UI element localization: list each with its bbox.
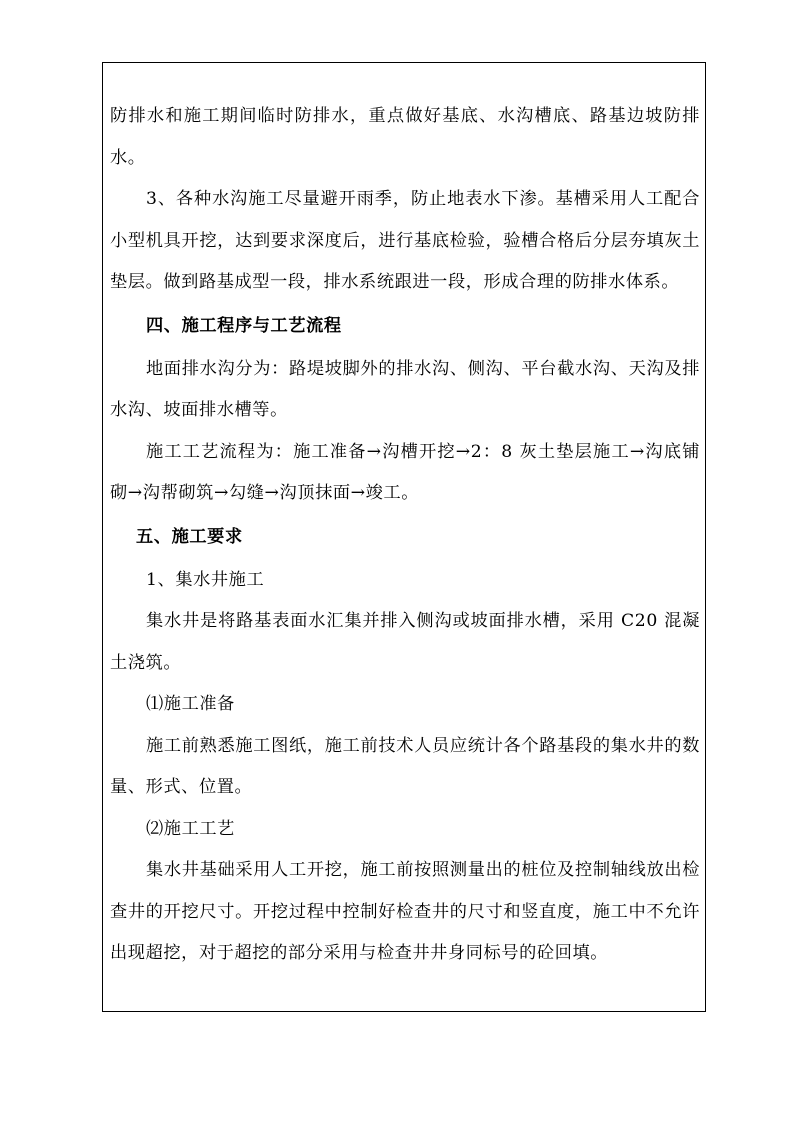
subheading-preparation: ⑴施工准备 [146,694,235,714]
section-heading-4: 四、施工程序与工艺流程 [146,315,342,336]
paragraph-process-flow: 施工工艺流程为：施工准备→沟槽开挖→2：8 灰土垫层施工→沟底铺砌→沟帮砌筑→勾缝→沟顶抹面→竣工。 [110,441,700,503]
paragraph-preparation: 施工前熟悉施工图纸，施工前技术人员应统计各个路基段的集水井的数量、形式、位置。 [110,735,700,797]
section-heading-5: 五、施工要求 [136,526,243,547]
paragraph-item-3-ditch-construction: 3、各种水沟施工尽量避开雨季，防止地表水下渗。基槽采用人工配合小型机具开挖，达到要求深度后，进行基底检验，验槽合格后分层夯填灰土垫层。做到路基成型一段，排水系统跟进一段，形成合理的防排水体系。 [110,189,700,292]
paragraph-drainage-continued: 防排水和施工期间临时防排水，重点做好基底、水沟槽底、路基边坡防排水。 [110,106,700,168]
subheading-sump-construction: 1、集水井施工 [146,569,265,590]
subheading-process: ⑵施工工艺 [146,818,235,839]
paragraph-sump-description: 集水井是将路基表面水汇集并排入侧沟或坡面排水槽，采用 C20 混凝土浇筑。 [110,611,700,673]
paragraph-ditch-types: 地面排水沟分为：路堤坡脚外的排水沟、侧沟、平台截水沟、天沟及排水沟、坡面排水槽等。 [110,358,700,420]
paragraph-process: 集水井基础采用人工开挖，施工前按照测量出的桩位及控制轴线放出检查井的开挖尺寸。开挖过程中控制好检查井的尺寸和竖直度，施工中不允许出现超挖，对于超挖的部分采用与检查井井身同标号的砼回填。 [110,860,700,963]
document-body [110,96,700,975]
